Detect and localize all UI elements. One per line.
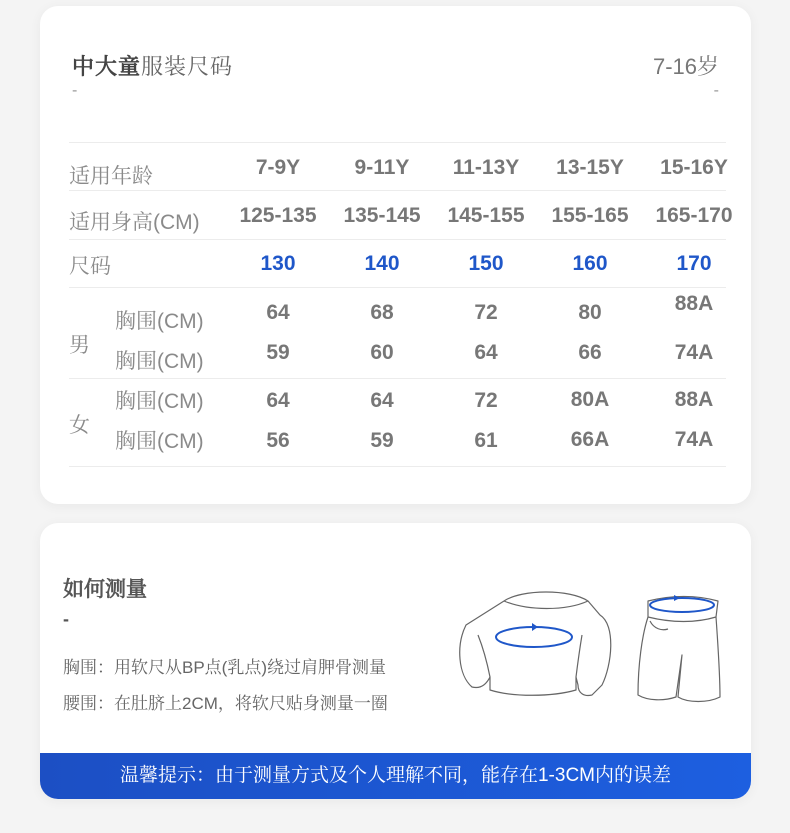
tip-banner: 温馨提示：由于测量方式及个人理解不同，能存在1-3CM内的误差 <box>40 753 751 799</box>
age-cell: 15-16Y <box>660 156 728 179</box>
divider <box>69 466 726 467</box>
male-chest-cell-2: 74A <box>674 341 714 364</box>
height-cell: 125-135 <box>239 204 317 227</box>
measure-dash: - <box>63 609 69 629</box>
title-dash-left: - <box>72 82 78 99</box>
divider <box>69 190 726 191</box>
sweater-icon <box>460 592 611 696</box>
age-cell: 11-13Y <box>452 156 520 179</box>
female-chest-cell-2: 74A <box>674 428 714 451</box>
male-chest-cell-2: 66 <box>578 341 602 364</box>
measure-card <box>40 523 751 799</box>
height-cell: 155-165 <box>551 204 629 227</box>
female-chest-cell-2: 61 <box>474 429 498 452</box>
female-chest-cell: 72 <box>474 389 498 412</box>
female-chest-cell-2: 56 <box>266 429 290 452</box>
male-chest-label-2: 胸围(CM) <box>115 350 204 373</box>
female-chest-cell: 80A <box>570 388 610 411</box>
female-chest-cell-2: 59 <box>370 429 394 452</box>
height-cell: 145-155 <box>447 204 525 227</box>
age-cell: 9-11Y <box>354 156 410 179</box>
male-chest-cell: 64 <box>266 301 290 324</box>
chest-instruction: 胸围：用软尺从BP点(乳点)绕过肩胛骨测量 <box>63 658 386 677</box>
size-cell: 140 <box>364 252 400 275</box>
divider <box>69 287 726 288</box>
chest-tape-arrow <box>532 623 538 631</box>
size-chart-title: 中大童服装尺码 <box>72 54 234 79</box>
size-cell: 130 <box>260 252 296 275</box>
divider <box>69 378 726 379</box>
male-chest-cell-2: 64 <box>474 341 498 364</box>
title-dash-right: - <box>713 82 719 99</box>
height-row-label: 适用身高(CM) <box>69 211 200 234</box>
measure-illustration <box>452 585 734 713</box>
age-cell: 13-15Y <box>556 156 624 179</box>
male-label: 男 <box>69 334 90 357</box>
chest-tape-loop <box>496 627 572 647</box>
waist-tape-arrow <box>674 595 680 601</box>
age-row-label: 适用年龄 <box>69 165 153 188</box>
female-chest-cell: 64 <box>370 389 394 412</box>
height-cell: 165-170 <box>655 204 733 227</box>
female-chest-cell-2: 66A <box>570 428 610 451</box>
age-cell: 7-9Y <box>255 156 301 179</box>
size-cell: 170 <box>676 252 712 275</box>
size-row-label: 尺码 <box>69 255 111 278</box>
male-chest-cell: 68 <box>370 301 394 324</box>
measure-title: 如何测量 <box>63 578 147 601</box>
size-cell: 150 <box>468 252 504 275</box>
size-chart-card <box>40 6 751 504</box>
male-chest-cell: 88A <box>674 292 714 315</box>
divider <box>69 142 726 143</box>
female-label: 女 <box>69 414 90 437</box>
male-chest-label: 胸围(CM) <box>115 310 204 333</box>
male-chest-cell: 80 <box>578 301 602 324</box>
female-chest-label-2: 胸围(CM) <box>115 430 204 453</box>
waist-tape-loop <box>650 598 714 612</box>
male-chest-cell-2: 60 <box>370 341 394 364</box>
female-chest-cell: 64 <box>266 389 290 412</box>
age-range: 7-16岁 <box>652 54 719 79</box>
female-chest-cell: 88A <box>674 388 714 411</box>
male-chest-cell: 72 <box>474 301 498 324</box>
male-chest-cell-2: 59 <box>266 341 290 364</box>
waist-instruction: 腰围：在肚脐上2CM，将软尺贴身测量一圈 <box>63 694 388 713</box>
height-cell: 135-145 <box>343 204 421 227</box>
size-cell: 160 <box>572 252 608 275</box>
female-chest-label: 胸围(CM) <box>115 390 204 413</box>
divider <box>69 239 726 240</box>
